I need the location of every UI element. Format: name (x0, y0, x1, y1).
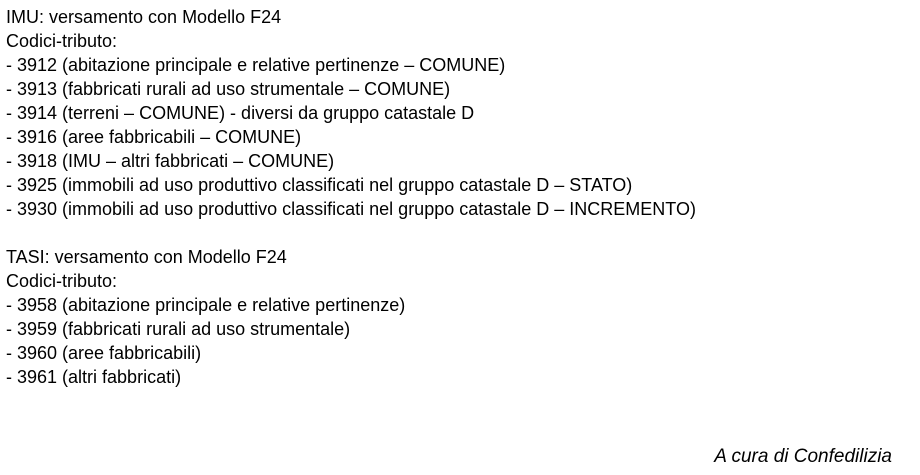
tasi-code-item: - 3958 (abitazione principale e relative pertinenze) (6, 295, 406, 315)
imu-title: IMU: versamento con Modello F24 (6, 7, 282, 27)
credit-line: A cura di Confedilizia (714, 446, 892, 467)
imu-code-item: - 3930 (immobili ad uso produttivo classificati nel gruppo catastale D – INCREMENTO) (6, 199, 696, 219)
tasi-section (6, 245, 914, 389)
tasi-code-item: - 3960 (aree fabbricabili) (6, 343, 202, 363)
tasi-code-item: - 3961 (altri fabbricati) (6, 367, 182, 387)
imu-code-item: - 3918 (IMU – altri fabbricati – COMUNE) (6, 151, 335, 171)
tasi-code-item: - 3959 (fabbricati rurali ad uso strumentale) (6, 319, 351, 339)
imu-code-item: - 3914 (terreni – COMUNE) - diversi da gruppo catastale D (6, 103, 475, 123)
imu-section (6, 5, 914, 221)
tasi-codes-label: Codici-tributo: (6, 271, 118, 291)
imu-codes-label: Codici-tributo: (6, 31, 118, 51)
imu-code-item: - 3916 (aree fabbricabili – COMUNE) (6, 127, 302, 147)
imu-code-item: - 3913 (fabbricati rurali ad uso strumentale – COMUNE) (6, 79, 451, 99)
tasi-title: TASI: versamento con Modello F24 (6, 247, 287, 267)
document-body (6, 5, 914, 389)
imu-code-item: - 3925 (immobili ad uso produttivo classificati nel gruppo catastale D – STATO) (6, 175, 633, 195)
imu-code-item: - 3912 (abitazione principale e relative pertinenze – COMUNE) (6, 55, 506, 75)
